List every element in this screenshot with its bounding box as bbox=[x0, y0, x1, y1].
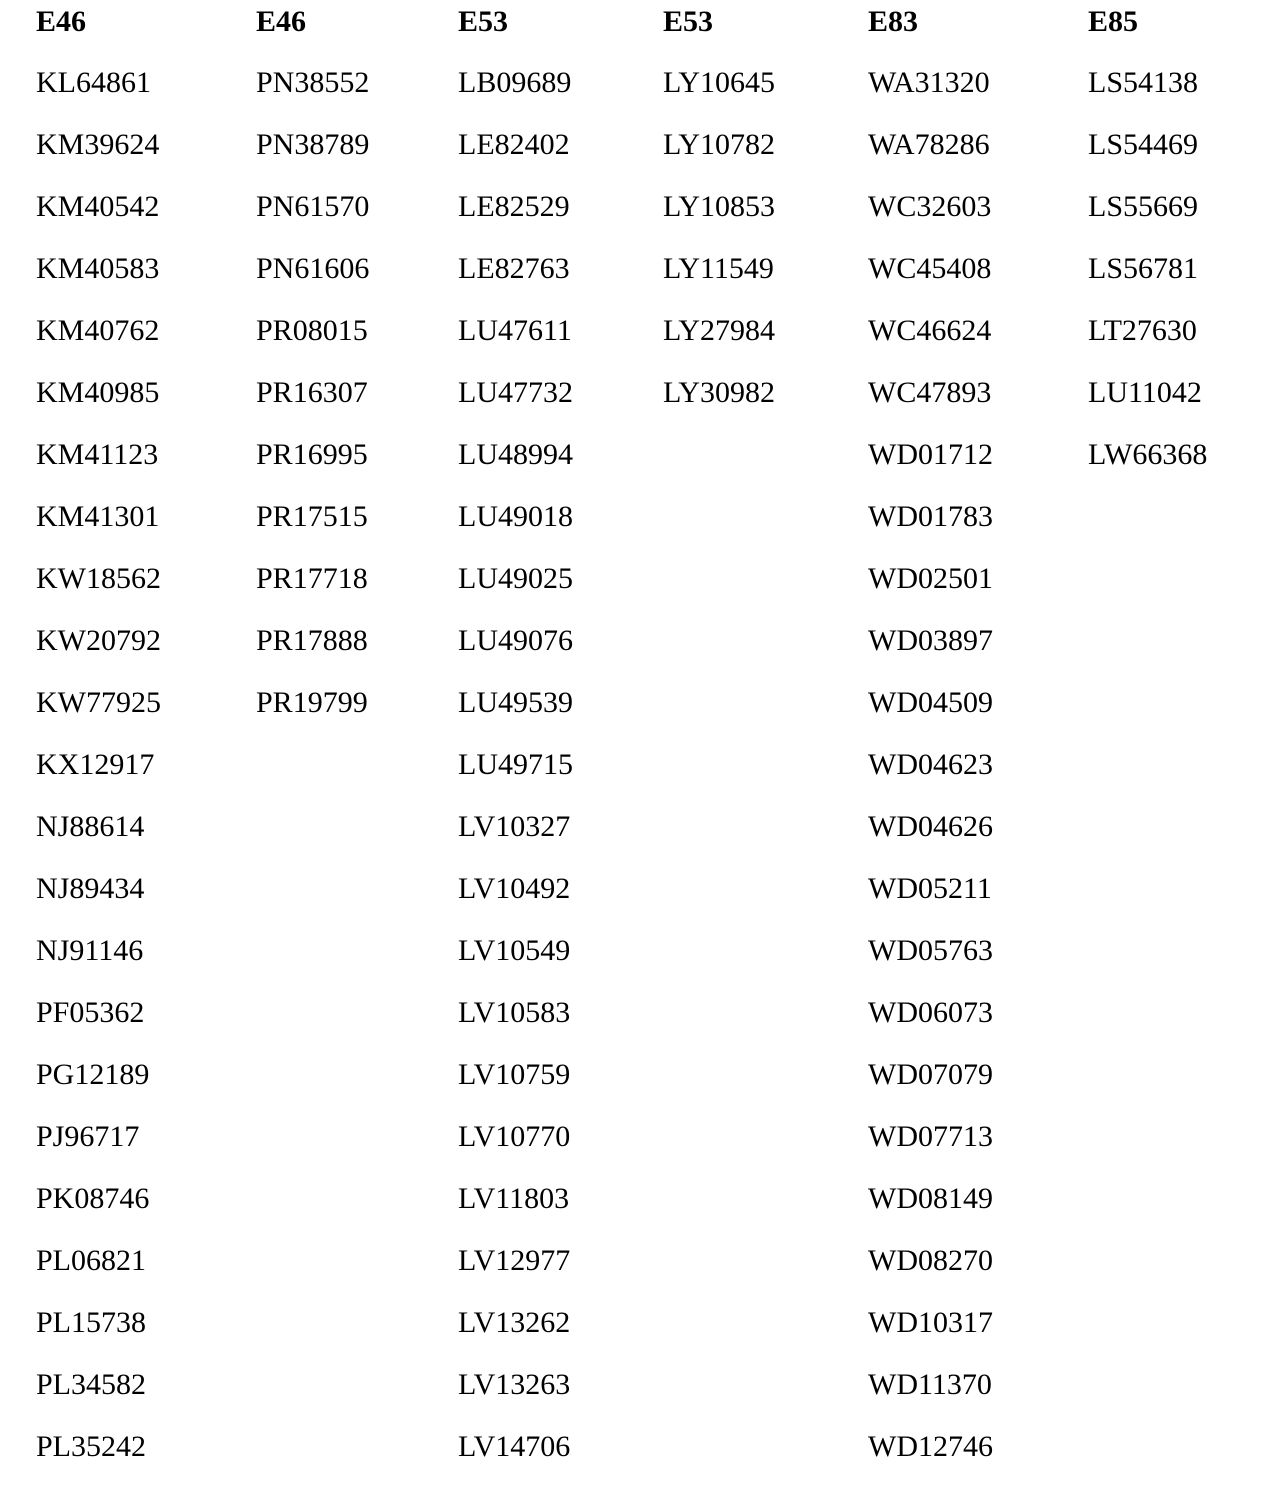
column-items bbox=[868, 52, 993, 1478]
column-item: WD01712 bbox=[868, 438, 993, 471]
column-item: WD02501 bbox=[868, 562, 993, 595]
column-item: KW18562 bbox=[36, 562, 161, 595]
column-item: PK08746 bbox=[36, 1182, 150, 1215]
column-items bbox=[1088, 52, 1207, 486]
column-item: PL34582 bbox=[36, 1368, 147, 1401]
column-item: KM40542 bbox=[36, 190, 160, 223]
column-item: PR16307 bbox=[256, 376, 368, 409]
column-item: LS55669 bbox=[1088, 190, 1199, 223]
column-item: LV13262 bbox=[458, 1306, 571, 1339]
column-item: LV11803 bbox=[458, 1182, 570, 1215]
column-item: WD05763 bbox=[868, 934, 993, 967]
column-item: LS56781 bbox=[1088, 252, 1199, 285]
column-item: KL64861 bbox=[36, 66, 151, 99]
column-item: LU49025 bbox=[458, 562, 573, 595]
column-item: KM41123 bbox=[36, 438, 159, 471]
column-item: LY27984 bbox=[663, 314, 775, 347]
column-item: PR17515 bbox=[256, 500, 368, 533]
column-item: WC32603 bbox=[868, 190, 992, 223]
column-item: WA78286 bbox=[868, 128, 990, 161]
column-item: PN38552 bbox=[256, 66, 370, 99]
column-header: E83 bbox=[868, 5, 919, 38]
column-item: PN61570 bbox=[256, 190, 370, 223]
column-item: KM40762 bbox=[36, 314, 160, 347]
column-item: LY10782 bbox=[663, 128, 775, 161]
column-item: LV12977 bbox=[458, 1244, 571, 1277]
column-item: KW77925 bbox=[36, 686, 161, 719]
column-item: WC45408 bbox=[868, 252, 992, 285]
column-4 bbox=[663, 0, 775, 424]
column-item: LB09689 bbox=[458, 66, 572, 99]
column-item: WA31320 bbox=[868, 66, 990, 99]
column-item: WD10317 bbox=[868, 1306, 993, 1339]
column-items bbox=[36, 52, 161, 1478]
column-item: LV10327 bbox=[458, 810, 571, 843]
column-header: E85 bbox=[1088, 5, 1139, 38]
column-item: LY10853 bbox=[663, 190, 775, 223]
column-item: LV10492 bbox=[458, 872, 571, 905]
column-items bbox=[256, 52, 369, 734]
column-item: LS54138 bbox=[1088, 66, 1199, 99]
column-item: LV13263 bbox=[458, 1368, 571, 1401]
column-header: E46 bbox=[256, 5, 307, 38]
column-header: E53 bbox=[663, 5, 714, 38]
column-item: LT27630 bbox=[1088, 314, 1197, 347]
column-5 bbox=[868, 0, 993, 1478]
column-header: E46 bbox=[36, 5, 87, 38]
column-item: LU49715 bbox=[458, 748, 573, 781]
column-item: LU11042 bbox=[1088, 376, 1202, 409]
column-item: WD04623 bbox=[868, 748, 993, 781]
column-item: LW66368 bbox=[1088, 438, 1208, 471]
column-item: LV14706 bbox=[458, 1430, 571, 1463]
column-item: PL06821 bbox=[36, 1244, 147, 1277]
column-item: WD07079 bbox=[868, 1058, 993, 1091]
column-item: LU49018 bbox=[458, 500, 573, 533]
column-item: LV10583 bbox=[458, 996, 571, 1029]
column-item: PL15738 bbox=[36, 1306, 147, 1339]
column-item: LV10759 bbox=[458, 1058, 571, 1091]
column-item: WD03897 bbox=[868, 624, 993, 657]
column-item: WD05211 bbox=[868, 872, 992, 905]
column-item: WD07713 bbox=[868, 1120, 993, 1153]
column-item: NJ88614 bbox=[36, 810, 145, 843]
column-item: PR08015 bbox=[256, 314, 368, 347]
column-item: KM40985 bbox=[36, 376, 160, 409]
column-item: LV10549 bbox=[458, 934, 571, 967]
column-item: LE82402 bbox=[458, 128, 570, 161]
column-item: PR17888 bbox=[256, 624, 368, 657]
column-item: WD08270 bbox=[868, 1244, 993, 1277]
column-item: PR16995 bbox=[256, 438, 368, 471]
column-item: LE82529 bbox=[458, 190, 570, 223]
column-item: NJ91146 bbox=[36, 934, 144, 967]
column-item: LU47611 bbox=[458, 314, 572, 347]
column-item: WD06073 bbox=[868, 996, 993, 1029]
column-item: WD08149 bbox=[868, 1182, 993, 1215]
column-item: LU47732 bbox=[458, 376, 573, 409]
column-item: LU49076 bbox=[458, 624, 573, 657]
column-item: LY30982 bbox=[663, 376, 775, 409]
column-item: PR19799 bbox=[256, 686, 368, 719]
column-6 bbox=[1088, 0, 1207, 486]
column-item: PN61606 bbox=[256, 252, 370, 285]
column-header: E53 bbox=[458, 5, 509, 38]
column-item: NJ89434 bbox=[36, 872, 145, 905]
column-item: WD11370 bbox=[868, 1368, 992, 1401]
column-item: LS54469 bbox=[1088, 128, 1199, 161]
column-item: PR17718 bbox=[256, 562, 368, 595]
column-items bbox=[458, 52, 573, 1478]
column-item: LY10645 bbox=[663, 66, 775, 99]
column-item: PG12189 bbox=[36, 1058, 150, 1091]
column-item: PJ96717 bbox=[36, 1120, 140, 1153]
column-item: KM40583 bbox=[36, 252, 160, 285]
column-1 bbox=[36, 0, 161, 1478]
column-item: WD04509 bbox=[868, 686, 993, 719]
column-item: LU48994 bbox=[458, 438, 573, 471]
column-item: WC46624 bbox=[868, 314, 992, 347]
column-item: WD04626 bbox=[868, 810, 993, 843]
column-item: WC47893 bbox=[868, 376, 992, 409]
column-item: WD01783 bbox=[868, 500, 993, 533]
column-item: WD12746 bbox=[868, 1430, 993, 1463]
column-item: KM41301 bbox=[36, 500, 160, 533]
column-item: LY11549 bbox=[663, 252, 774, 285]
column-item: LE82763 bbox=[458, 252, 570, 285]
column-item: PF05362 bbox=[36, 996, 145, 1029]
column-item: LU49539 bbox=[458, 686, 573, 719]
column-item: KW20792 bbox=[36, 624, 161, 657]
column-3 bbox=[458, 0, 573, 1478]
column-item: KM39624 bbox=[36, 128, 160, 161]
column-item: PN38789 bbox=[256, 128, 370, 161]
column-item: PL35242 bbox=[36, 1430, 147, 1463]
column-2 bbox=[256, 0, 369, 734]
column-items bbox=[663, 52, 775, 424]
column-item: KX12917 bbox=[36, 748, 155, 781]
column-item: LV10770 bbox=[458, 1120, 571, 1153]
